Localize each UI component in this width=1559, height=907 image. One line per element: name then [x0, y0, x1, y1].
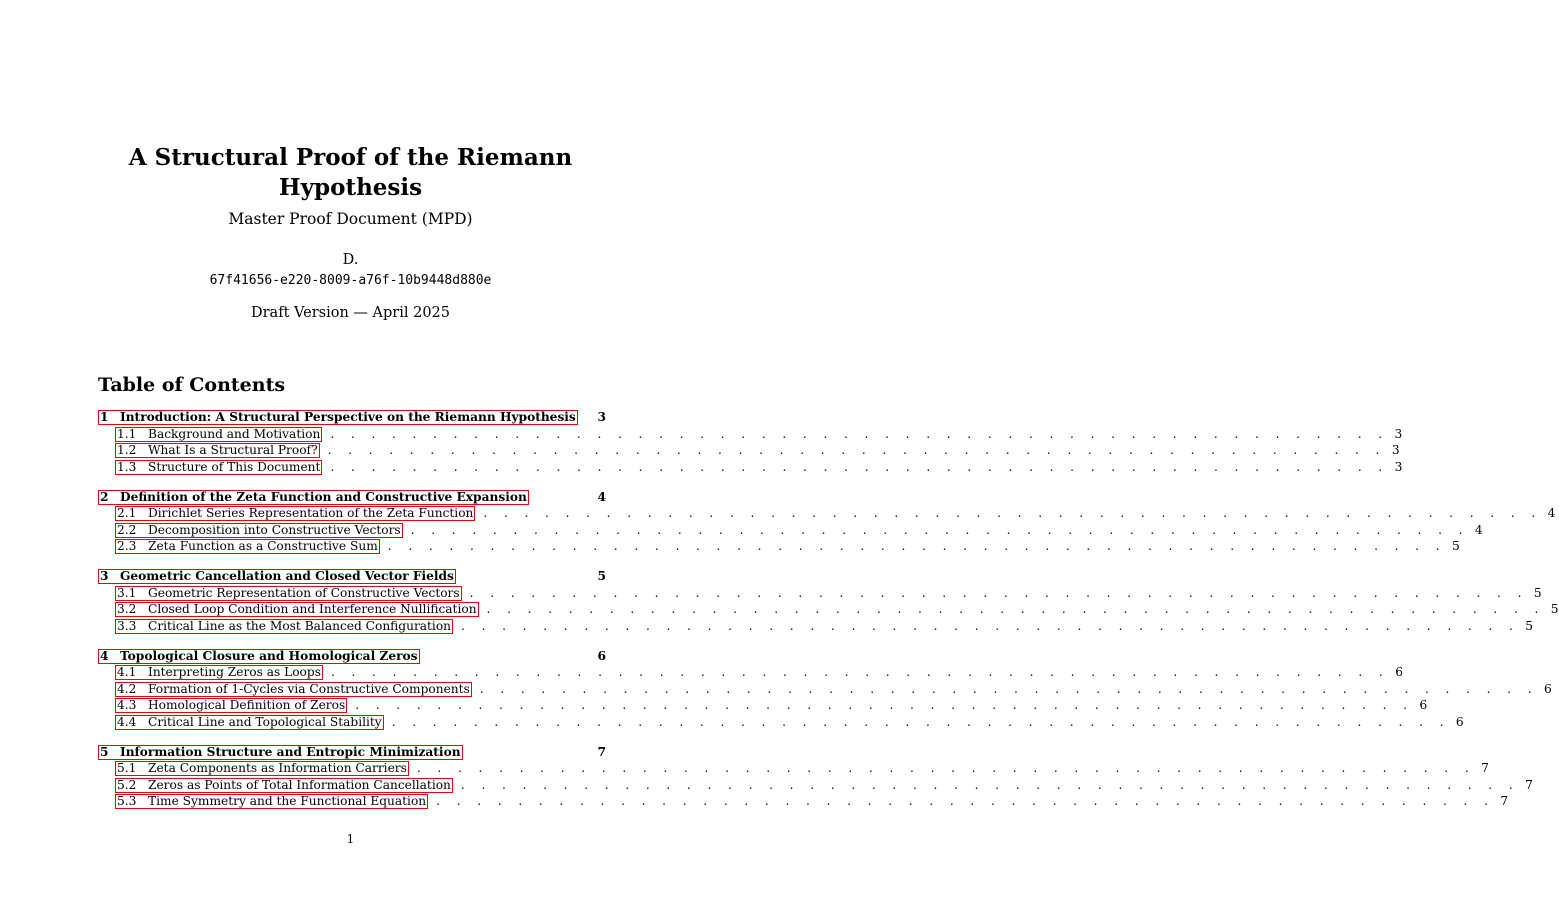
toc-subsection-link[interactable] — [115, 523, 403, 538]
toc-subsection-title: Zeta Components as Information Carriers — [148, 761, 407, 776]
toc-section-title: Introduction: A Structural Perspective on the Riemann Hypothesis — [120, 410, 576, 424]
toc-subsection-number: 4.3 — [117, 698, 137, 713]
toc-subsection-row — [96, 665, 1403, 682]
toc-subsection-number: 1.3 — [117, 459, 137, 474]
toc-section-title: Geometric Cancellation and Closed Vector Fields — [120, 569, 454, 583]
toc-section — [96, 744, 1533, 811]
toc-leader-dots: . . . . . . . . . . . . . . . . . . . . . . . . . . . . . . . . . . . . . . . . . . . . . . . . . . . . — [460, 777, 1520, 792]
toc-subsection-page: 7 — [1525, 777, 1533, 792]
toc-subsection-number: 4.1 — [117, 665, 137, 680]
document-subtitle: Master Proof Document (MPD) — [228, 210, 473, 228]
toc-subsection-page: 3 — [1394, 459, 1403, 474]
toc-subsection-page: 7 — [1500, 794, 1509, 809]
toc-section-page: 3 — [597, 410, 606, 424]
toc-leader-dots: . . . . . . . . . . . . . . . . . . . . . . . . . . . . . . . . . . . . . . . . . . . . . . . . . . . . — [416, 761, 1476, 776]
toc-section-number: 2 — [100, 489, 109, 504]
document-title: A Structural Proof of the Riemann Hypothesis — [128, 144, 573, 201]
toc-leader-dots: . . . . . . . . . . . . . . . . . . . . . . . . . . . . . . . . . . . . . . . . . . . . . . . . . . . . — [330, 459, 1389, 474]
toc-section — [96, 409, 1403, 476]
toc-leader-dots: . . . . . . . . . . . . . . . . . . . . . . . . . . . . . . . . . . . . . . . . . . . . . . . . . . . . — [327, 443, 1386, 458]
toc-subsection-page: 5 — [1525, 618, 1534, 633]
toc-subsection-title: Formation of 1-Cycles via Constructive Components — [148, 681, 470, 696]
toc-subsection-link[interactable] — [115, 539, 380, 554]
toc-subsection-link[interactable] — [115, 619, 453, 634]
toc-subsection-row — [96, 602, 1559, 619]
toc-section-row — [96, 409, 606, 426]
toc-subsection-link[interactable] — [115, 602, 479, 617]
author-id: 67f41656-e220-8009-a76f-10b9448d880e — [209, 273, 492, 288]
toc-section-row — [96, 744, 606, 761]
toc-subsection-page: 7 — [1481, 761, 1489, 776]
toc-subsection-page: 3 — [1394, 426, 1403, 441]
toc-subsection-title: Critical Line as the Most Balanced Configuration — [148, 618, 452, 633]
toc-leader-dots: . . . . . . . . . . . . . . . . . . . . . . . . . . . . . . . . . . . . . . . . . . . . . . . . . . . . — [486, 602, 1545, 617]
toc-subsection-link[interactable] — [115, 665, 323, 680]
toc-subsection-row — [96, 426, 1403, 443]
toc-section — [96, 489, 1556, 556]
toc-subsection-title: Decomposition into Constructive Vectors — [148, 522, 401, 537]
toc-subsection-link[interactable] — [115, 443, 320, 458]
toc-subsection-row — [96, 681, 1552, 698]
toc-subsection-link[interactable] — [115, 460, 322, 475]
toc-leader-dots: . . . . . . . . . . . . . . . . . . . . . . . . . . . . . . . . . . . . . . . . . . . . . . . . . . . . — [330, 426, 1389, 441]
toc-section-link[interactable] — [98, 410, 578, 425]
toc-subsection-row — [96, 459, 1403, 476]
toc-subsection-number: 5.3 — [117, 794, 137, 809]
toc-subsection-page: 5 — [1533, 585, 1542, 600]
toc-subsection-title: Time Symmetry and the Functional Equation — [148, 794, 427, 809]
toc-section-number: 4 — [100, 648, 109, 663]
toc-subsection-title: Interpreting Zeros as Loops — [148, 665, 321, 680]
toc-leader-dots: . . . . . . . . . . . . . . . . . . . . . . . . . . . . . . . . . . . . . . . . . . . . . . . . . . . . — [391, 714, 1450, 729]
toc-subsection-page: 6 — [1455, 714, 1464, 729]
toc-subsection-number: 4.4 — [117, 714, 137, 729]
toc-heading: Table of Contents — [98, 374, 286, 396]
toc-section — [96, 568, 1559, 635]
draft-version: Draft Version — April 2025 — [251, 305, 450, 321]
toc-subsection-title: Structure of This Document — [148, 459, 321, 474]
toc-section-title: Definition of the Zeta Function and Constructive Expansion — [120, 489, 527, 504]
toc-subsection-number: 5.1 — [117, 761, 137, 776]
toc-subsection-title: Critical Line and Topological Stability — [148, 714, 382, 729]
toc-subsection-link[interactable] — [115, 682, 472, 697]
toc-subsection-page: 4 — [1547, 506, 1556, 521]
toc-leader-dots: . . . . . . . . . . . . . . . . . . . . . . . . . . . . . . . . . . . . . . . . . . . . . . . . . . . . — [436, 794, 1495, 809]
toc-subsection-row — [96, 539, 1460, 556]
toc-section — [96, 648, 1552, 731]
toc-leader-dots: . . . . . . . . . . . . . . . . . . . . . . . . . . . . . . . . . . . . . . . . . . . . . . . . . . . . — [479, 681, 1539, 696]
toc-section-title: Topological Closure and Homological Zeros — [120, 648, 418, 663]
toc-leader-dots: . . . . . . . . . . . . . . . . . . . . . . . . . . . . . . . . . . . . . . . . . . . . . . . . . . . . — [330, 665, 1390, 680]
toc-section-link[interactable] — [98, 649, 420, 664]
toc-section-link[interactable] — [98, 569, 456, 584]
toc-section-link[interactable] — [98, 745, 463, 760]
toc-subsection-link[interactable] — [115, 715, 384, 730]
toc-subsection-link[interactable] — [115, 506, 475, 521]
toc-subsection-link[interactable] — [115, 761, 409, 776]
toc-subsection-title: Dirichlet Series Representation of the Zeta Function — [148, 506, 474, 521]
toc-subsection-page: 6 — [1395, 665, 1403, 680]
toc-section-row — [96, 648, 606, 665]
toc-section-page: 5 — [597, 569, 606, 583]
toc-section-title: Information Structure and Entropic Minimization — [120, 744, 461, 759]
toc-subsection-row — [96, 443, 1400, 460]
toc-section-row — [96, 568, 606, 585]
toc-subsection-number: 1.1 — [117, 426, 137, 441]
toc-subsection-number: 3.3 — [117, 618, 137, 633]
toc-leader-dots: . . . . . . . . . . . . . . . . . . . . . . . . . . . . . . . . . . . . . . . . . . . . . . . . . . . . — [410, 522, 1469, 537]
toc-leader-dots: . . . . . . . . . . . . . . . . . . . . . . . . . . . . . . . . . . . . . . . . . . . . . . . . . . . . — [469, 585, 1528, 600]
toc-subsection-link[interactable] — [115, 427, 322, 442]
toc-subsection-title: Zeros as Points of Total Information Cancellation — [148, 777, 451, 792]
toc-subsection-number: 3.1 — [117, 585, 137, 600]
toc-subsection-page: 6 — [1544, 681, 1552, 696]
toc-section-link[interactable] — [98, 490, 529, 505]
toc-subsection-page: 3 — [1391, 443, 1400, 458]
toc-subsection-number: 2.2 — [117, 522, 137, 537]
toc-subsection-row — [96, 585, 1542, 602]
toc-section-number: 1 — [100, 410, 109, 424]
toc-subsection-title: What Is a Structural Proof? — [148, 443, 318, 458]
toc-subsection-title: Closed Loop Condition and Interference Nullification — [148, 602, 477, 617]
toc-subsection-page: 5 — [1452, 539, 1460, 554]
toc-section-page: 7 — [597, 744, 606, 759]
toc-subsection-title: Zeta Function as a Constructive Sum — [148, 539, 378, 554]
toc-subsection-link[interactable] — [115, 778, 453, 793]
toc-subsection-number: 1.2 — [117, 443, 137, 458]
toc-subsection-link[interactable] — [115, 698, 347, 713]
toc-section-row — [96, 489, 606, 506]
table-of-contents — [96, 409, 1559, 823]
toc-subsection-row — [96, 794, 1509, 811]
toc-leader-dots: . . . . . . . . . . . . . . . . . . . . . . . . . . . . . . . . . . . . . . . . . . . . . . . . . . . . — [355, 698, 1414, 713]
toc-subsection-row — [96, 522, 1483, 539]
toc-subsection-row — [96, 618, 1534, 635]
toc-leader-dots: . . . . . . . . . . . . . . . . . . . . . . . . . . . . . . . . . . . . . . . . . . . . . . . . . . . . — [483, 506, 1542, 521]
toc-leader-dots: . . . . . . . . . . . . . . . . . . . . . . . . . . . . . . . . . . . . . . . . . . . . . . . . . . . . — [387, 539, 1447, 554]
toc-subsection-page: 5 — [1550, 602, 1559, 617]
toc-subsection-row — [96, 714, 1464, 731]
toc-subsection-page: 6 — [1419, 698, 1428, 713]
toc-subsection-title: Background and Motivation — [148, 426, 321, 441]
toc-subsection-number: 2.3 — [117, 539, 137, 554]
toc-subsection-number: 5.2 — [117, 777, 137, 792]
toc-subsection-page: 4 — [1474, 522, 1483, 537]
page-number: 1 — [346, 832, 355, 846]
toc-section-page: 6 — [597, 648, 606, 663]
toc-subsection-title: Geometric Representation of Constructive Vectors — [148, 585, 460, 600]
toc-leader-dots: . . . . . . . . . . . . . . . . . . . . . . . . . . . . . . . . . . . . . . . . . . . . . . . . . . . . — [461, 618, 1520, 633]
toc-subsection-link[interactable] — [115, 794, 428, 809]
toc-subsection-number: 3.2 — [117, 602, 137, 617]
toc-subsection-row — [96, 506, 1556, 523]
toc-section-number: 3 — [100, 569, 109, 583]
toc-subsection-row — [96, 777, 1533, 794]
toc-section-number: 5 — [100, 744, 109, 759]
toc-subsection-link[interactable] — [115, 586, 462, 601]
toc-subsection-title: Homological Definition of Zeros — [148, 698, 346, 713]
author-name: D. — [342, 252, 359, 268]
toc-subsection-row — [96, 761, 1489, 778]
toc-subsection-row — [96, 698, 1428, 715]
toc-subsection-number: 2.1 — [117, 506, 137, 521]
toc-subsection-number: 4.2 — [117, 681, 137, 696]
toc-section-page: 4 — [597, 489, 606, 504]
